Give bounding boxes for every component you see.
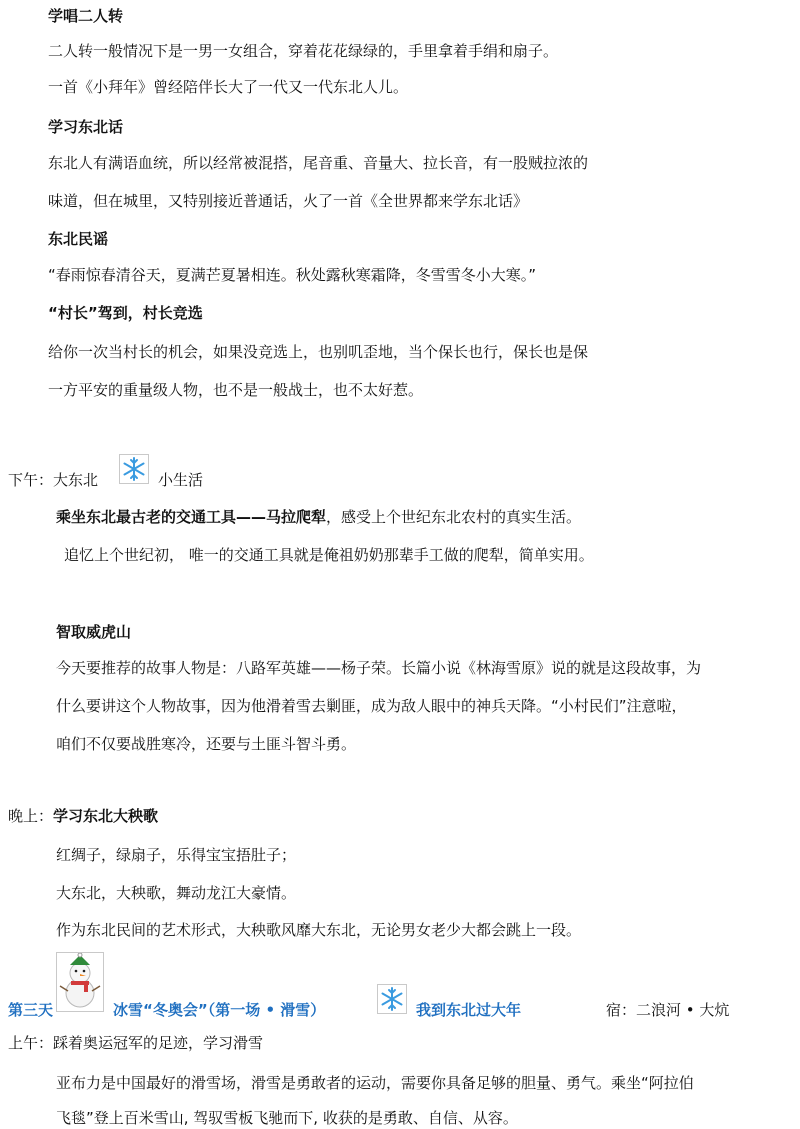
paragraph-ski-1: 亚布力是中国最好的滑雪场，滑雪是勇敢者的运动，需要你具备足够的胆量、勇气。乘坐“阿拉伯 (56, 1074, 694, 1092)
paragraph-erenzhuan-2: 一首《小拜年》曾经陪伴长大了一代又一代东北人儿。 (48, 78, 409, 96)
day3-title: 冰雪“冬奥会”（第一场 • 滑雪） (113, 1001, 326, 1019)
paragraph-horse-sled: 追忆上个世纪初， 唯一的交通工具就是俺祖奶奶那辈手工做的爬犁，简单实用。 (64, 546, 594, 564)
snowflake-icon-2 (377, 984, 407, 1014)
day3-lodging: 宿：二浪河 • 大炕 (606, 1001, 730, 1019)
paragraph-dialect-2: 味道，但在城里，又特别接近普通话，火了一首《全世界都来学东北话》 (48, 192, 529, 210)
paragraph-village-1: 给你一次当村长的机会，如果没竞选上，也别叽歪地，当个保长也行，保长也是保 (48, 343, 589, 361)
heading-ballad: 东北民谣 (48, 230, 109, 248)
paragraph-yangge-2: 大东北，大秧歌，舞动龙江大豪情。 (56, 884, 297, 902)
heading-tiger-mountain: 智取威虎山 (56, 623, 132, 641)
paragraph-ballad: “春雨惊春清谷天，夏满芒夏暑相连。秋处露秋寒霜降，冬雪雪冬小大寒。” (48, 266, 537, 284)
paragraph-village-2: 一方平安的重量级人物，也不是一般战士，也不太好惹。 (48, 381, 424, 399)
heading-horse-sled: 乘坐东北最古老的交通工具——马拉爬犁 (56, 508, 327, 526)
heading-village-chief: “村长”驾到，村长竞选 (48, 304, 203, 322)
paragraph-tiger-2: 什么要讲这个人物故事，因为他滑着雪去剿匪，成为敌人眼中的神兵天降。“小村民们”注意啦， (56, 697, 687, 715)
horse-sled-intro: ，感受上个世纪东北农村的真实生活。 (326, 508, 582, 526)
paragraph-yangge-1: 红绸子，绿扇子，乐得宝宝捂肚子； (56, 846, 297, 864)
heading-erenzhuan: 学唱二人转 (48, 7, 124, 25)
afternoon-label-suffix: 小生活 (158, 471, 204, 489)
snowman-icon (56, 952, 104, 1012)
paragraph-tiger-3: 咱们不仅要战胜寒冷，还要与土匪斗智斗勇。 (56, 735, 357, 753)
snowflake-icon (119, 454, 149, 484)
paragraph-ski-2: 飞毯”登上百米雪山, 驾驭雪板飞驰而下, 收获的是勇敢、自信、从容。 (56, 1109, 518, 1127)
morning-label: 上午：踩着奥运冠军的足迹，学习滑雪 (8, 1034, 264, 1052)
paragraph-erenzhuan-1: 二人转一般情况下是一男一女组合，穿着花花绿绿的，手里拿着手绢和扇子。 (48, 42, 559, 60)
paragraph-yangge-3: 作为东北民间的艺术形式，大秧歌风靡大东北，无论男女老少大都会跳上一段。 (56, 921, 582, 939)
paragraph-dialect-1: 东北人有满语血统，所以经常被混搭，尾音重、音量大、拉长音，有一股贼拉浓的 (48, 154, 589, 172)
heading-yangge: 学习东北大秧歌 (53, 807, 159, 825)
paragraph-tiger-1: 今天要推荐的故事人物是：八路军英雄——杨子荣。长篇小说《林海雪原》说的就是这段故事，为 (56, 659, 702, 677)
afternoon-label: 下午：大东北 (8, 471, 99, 489)
day3-subtitle: 我到东北过大年 (416, 1001, 522, 1019)
evening-label: 晚上： (8, 807, 54, 825)
heading-dialect: 学习东北话 (48, 118, 124, 136)
day3-label: 第三天 (8, 1001, 54, 1019)
